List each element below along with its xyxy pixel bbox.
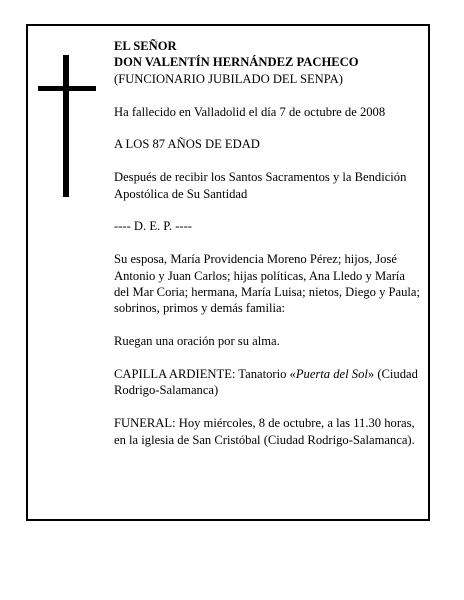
chapel-info: [114, 366, 420, 399]
chapel-name: Puerta del Sol: [295, 367, 368, 382]
cross-icon: [38, 55, 96, 197]
age-statement: A LOS 87 AÑOS DE EDAD: [114, 137, 260, 152]
chapel-location: » (Ciudad Rodrigo-Salamanca): [114, 367, 418, 398]
heading-title: EL SEÑOR: [114, 39, 177, 53]
prayer-request: Ruegan una oración por su alma.: [114, 334, 280, 349]
death-statement: Ha fallecido en Valladolid el día 7 de octubre de 2008: [114, 104, 386, 119]
deceased-name: DON VALENTÍN HERNÁNDEZ PACHECO: [114, 55, 359, 70]
chapel-label: CAPILLA ARDIENTE: Tanatorio «: [114, 367, 296, 382]
rip-line: ---- D. E. P. ----: [114, 219, 192, 234]
cross-horizontal-bar: [38, 86, 96, 91]
funeral-info: FUNERAL: Hoy miércoles, 8 de octubre, a las 11.30 horas, en la iglesia de San Cristóbal (Ciudad Rodrigo-Salamanca).: [114, 416, 415, 447]
notice-content: [114, 38, 420, 464]
cross-vertical-bar: [63, 55, 69, 197]
deceased-occupation: (FUNCIONARIO JUBILADO DEL SENPA): [114, 71, 343, 86]
family-statement: Su esposa, María Providencia Moreno Pérez; hijos, José Antonio y Juan Carlos; hijas políticas, Ana Lledo y María del Mar Coria; hermana, María Luisa; nietos, Diego y Paula; sobrinos, primos y demás familia:: [114, 252, 421, 316]
sacraments-statement: Después de recibir los Santos Sacramentos y la Bendición Apostólica de Su Santidad: [114, 170, 407, 201]
